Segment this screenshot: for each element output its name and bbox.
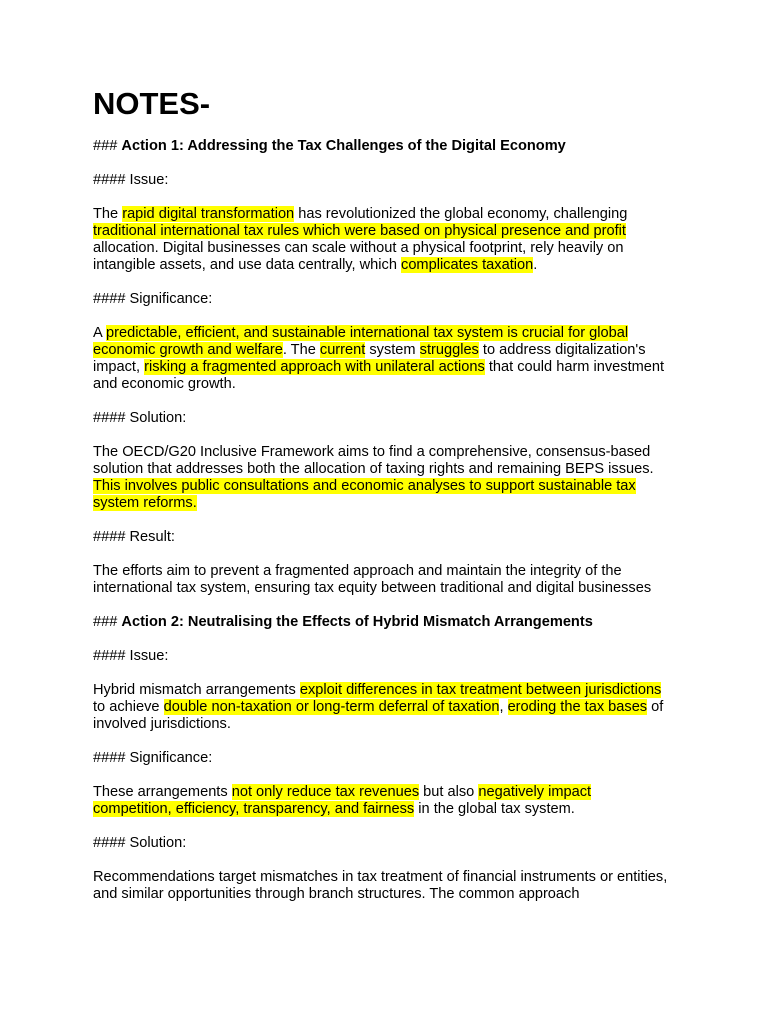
section-heading (93, 138, 673, 155)
highlighted-text: complicates taxation (401, 257, 534, 273)
highlighted-text: eroding the tax bases (507, 699, 648, 715)
text-run: The (93, 206, 123, 222)
text-run: has revolutionized the global economy, challenging (294, 206, 628, 222)
text-run: to address digitalization's impact, (93, 342, 646, 375)
highlighted-text: rapid digital transformation (122, 206, 295, 222)
heading-marker: ### (93, 614, 118, 630)
text-run: Hybrid mismatch arrangements (93, 682, 300, 698)
text-run: Recommendations target mismatches in tax treatment of financial instruments or entities, and similar opportunities through branch structures. The common approach (93, 869, 668, 902)
text-run: These arrangements (93, 784, 232, 800)
paragraph (93, 325, 673, 393)
text-run: A (93, 325, 106, 341)
text-run: . The (282, 342, 320, 358)
paragraph (93, 682, 673, 733)
section-heading-text: Action 2: Neutralising the Effects of Hybrid Mismatch Arrangements (121, 614, 593, 630)
highlighted-text: This involves public consultations and economic analyses to support sustainable tax system reforms. (93, 478, 636, 511)
page-title: NOTES- (93, 86, 211, 121)
text-run: . (533, 257, 538, 273)
heading-marker: ### (93, 138, 118, 154)
subsection-heading: #### Solution: (93, 835, 187, 851)
text-run: of involved jurisdictions. (93, 699, 664, 732)
highlighted-text: current (319, 342, 366, 358)
text-run: The efforts aim to prevent a fragmented approach and maintain the integrity of the international tax system, ensuring tax equity between traditional and digital businesses (93, 563, 652, 596)
text-run: allocation. Digital businesses can scale without a physical footprint, rely heavily on intangible assets, and use data centrally, which (93, 240, 624, 273)
subsection-heading: #### Significance: (93, 291, 213, 307)
text-run: , (499, 699, 508, 715)
text-run: The OECD/G20 Inclusive Framework aims to find a comprehensive, consensus-based solution that addresses both the allocation of taxing rights and remaining BEPS issues. (93, 444, 654, 477)
paragraph (93, 444, 673, 512)
paragraph (93, 784, 673, 818)
text-run: in the global tax system. (414, 801, 575, 817)
subsection-heading: #### Solution: (93, 410, 187, 426)
section-heading-text: Action 1: Addressing the Tax Challenges of the Digital Economy (121, 138, 566, 154)
subsection-heading: #### Result: (93, 529, 175, 545)
subsection-heading: #### Issue: (93, 648, 169, 664)
subsection-heading: #### Significance: (93, 750, 213, 766)
section-heading (93, 614, 673, 631)
highlighted-text: struggles (419, 342, 479, 358)
text-run: that could harm investment and economic growth. (93, 359, 665, 392)
highlighted-text: predictable, efficient, and sustainable international tax system is crucial for global economic growth and welfare (93, 325, 629, 358)
highlighted-text: negatively impact competition, efficiency, transparency, and fairness (93, 784, 592, 817)
subsection-heading: #### Issue: (93, 172, 169, 188)
text-run: to achieve (93, 699, 164, 715)
text-run: but also (419, 784, 479, 800)
paragraph (93, 206, 673, 274)
highlighted-text: risking a fragmented approach with unilateral actions (144, 359, 485, 375)
highlighted-text: double non-taxation or long-term deferral of taxation (163, 699, 500, 715)
highlighted-text: not only reduce tax revenues (231, 784, 420, 800)
text-run: system (365, 342, 420, 358)
paragraph (93, 563, 673, 597)
highlighted-text: exploit differences in tax treatment between jurisdictions (299, 682, 662, 698)
document-body (93, 84, 673, 920)
highlighted-text: traditional international tax rules which were based on physical presence and profit (93, 223, 626, 239)
paragraph (93, 869, 673, 903)
